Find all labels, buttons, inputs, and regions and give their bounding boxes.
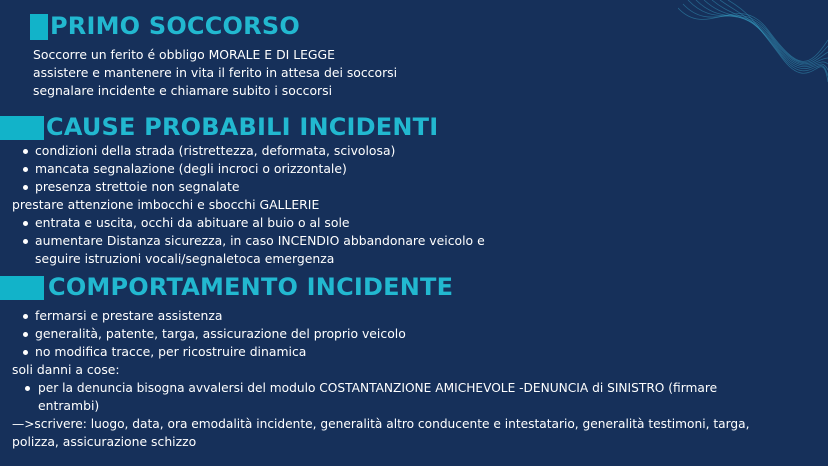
heading-primo-soccorso: PRIMO SOCCORSO	[50, 12, 300, 40]
bullet-icon	[25, 386, 30, 391]
list-item: generalità, patente, targa, assicurazione del proprio veicolo	[35, 326, 406, 341]
bullet-icon	[23, 350, 28, 355]
text-line: Soccorre un ferito é obbligo MORALE E DI LEGGE	[33, 47, 335, 62]
bullet-icon	[23, 149, 28, 154]
note-soli-danni: soli danni a cose:	[12, 362, 120, 377]
scrivere-line: —>scrivere: luogo, data, ora emodalità incidente, generalità altro conducente e intestatario, generalità testimoni, targa,	[12, 417, 750, 431]
wave-decoration-icon	[678, 0, 828, 90]
scrivere-line-continuation: polizza, assicurazione schizzo	[12, 434, 197, 449]
list-item: condizioni della strada (ristrettezza, deformata, scivolosa)	[35, 143, 396, 158]
list-item: presenza strettoie non segnalate	[35, 179, 240, 194]
note-gallerie: prestare attenzione imbocchi e sbocchi GALLERIE	[12, 197, 320, 212]
list-item-continuation: seguire istruzioni vocali/segnaletoca emergenza	[35, 251, 335, 266]
list-item: fermarsi e prestare assistenza	[35, 308, 223, 323]
heading-cause-incidenti: CAUSE PROBABILI INCIDENTI	[46, 113, 439, 141]
list-item: aumentare Distanza sicurezza, in caso INCENDIO abbandonare veicolo e	[35, 233, 485, 248]
accent-bar-cause	[0, 116, 44, 140]
list-item: entrata e uscita, occhi da abituare al buio o al sole	[35, 215, 350, 230]
list-item: no modifica tracce, per ricostruire dinamica	[35, 344, 307, 359]
text-line: assistere e mantenere in vita il ferito in attesa dei soccorsi	[33, 65, 398, 80]
list-item: per la denuncia bisogna avvalersi del modulo COSTANTANZIONE AMICHEVOLE -DENUNCIA di SINISTRO (firmare	[38, 381, 718, 395]
accent-bar-comportamento	[0, 276, 44, 300]
list-item-continuation: entrambi)	[38, 398, 100, 413]
bullet-icon	[23, 332, 28, 337]
bullet-icon	[23, 185, 28, 190]
text-line: segnalare incidente e chiamare subito i soccorsi	[33, 83, 333, 98]
bullet-icon	[23, 221, 28, 226]
bullet-icon	[23, 239, 28, 244]
list-item: mancata segnalazione (degli incroci o orizzontale)	[35, 161, 347, 176]
heading-comportamento-incidente: COMPORTAMENTO INCIDENTE	[48, 273, 454, 301]
bullet-icon	[23, 167, 28, 172]
accent-bar-primo-soccorso	[30, 14, 48, 40]
bullet-icon	[23, 314, 28, 319]
